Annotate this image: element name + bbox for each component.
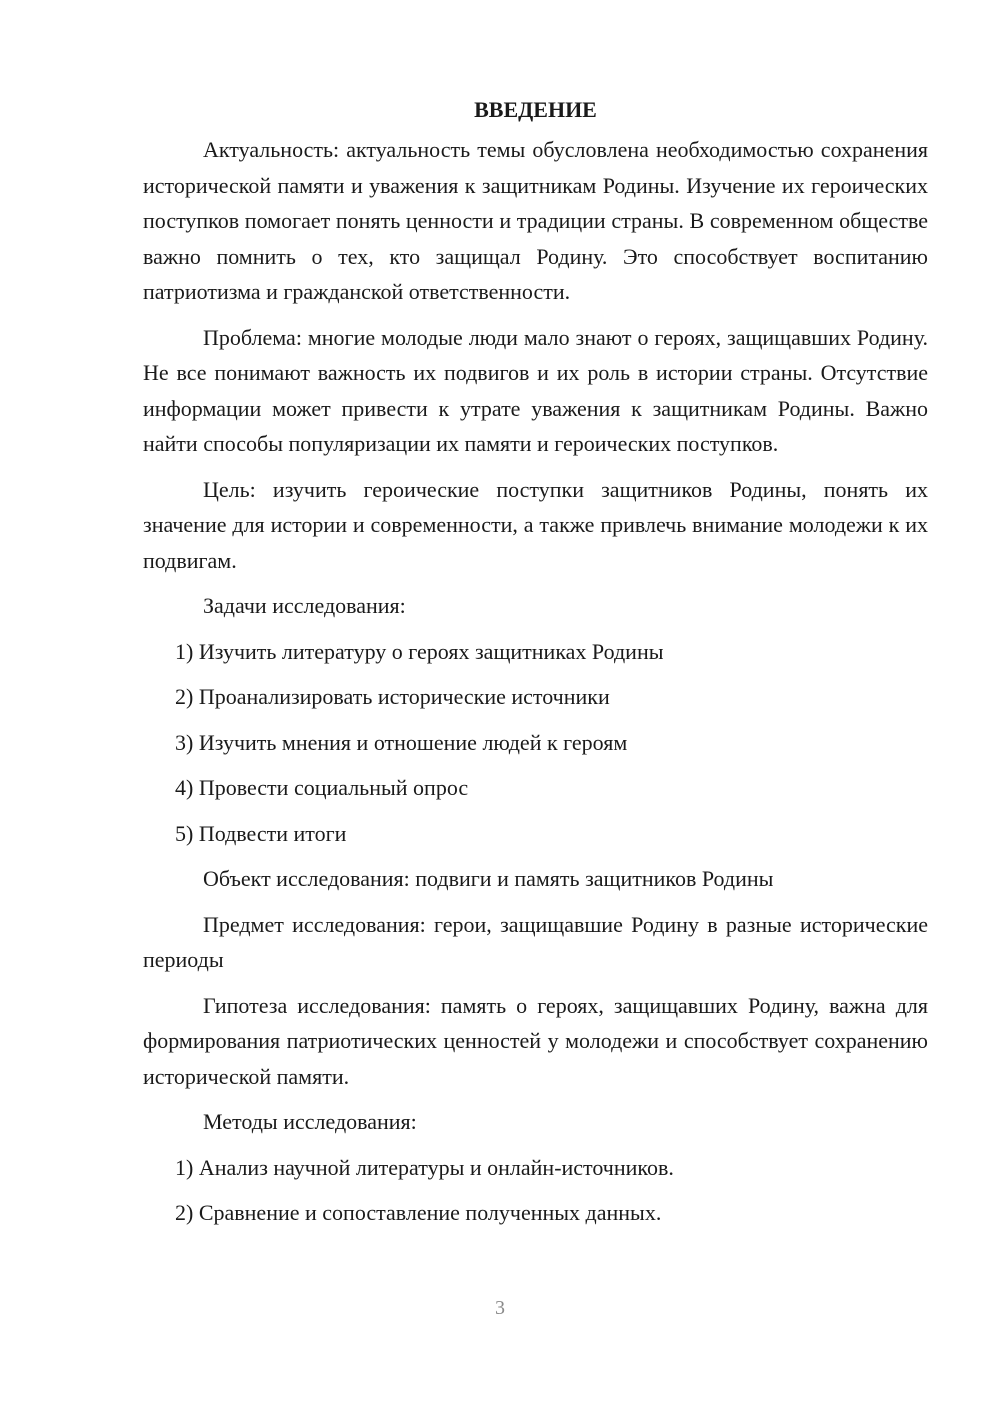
tasks-heading: Задачи исследования: <box>203 593 406 618</box>
relevance-paragraph: Актуальность: актуальность темы обусловлена необходимостью сохранения исторической памяти и уважения к защитникам Родины. Изучение их героических поступков помогает понять ценности и традиции страны. В современном обществе важно помнить о тех, кто защищал Родину. Это способствует воспитанию патриотизма и гражданской ответственности. <box>143 137 928 304</box>
subject-paragraph: Предмет исследования: герои, защищавшие Родину в разные исторические периоды <box>143 911 928 972</box>
method-item: 2) Сравнение и сопоставление полученных данных. <box>175 1200 662 1225</box>
methods-heading: Методы исследования: <box>203 1109 417 1134</box>
task-item: 2) Проанализировать исторические источники <box>175 684 610 709</box>
tasks-list <box>143 634 928 852</box>
problem-paragraph: Проблема: многие молодые люди мало знают о героях, защищавших Родину. Не все понимают важность их подвигов и их роль в истории страны. Отсутствие информации может привести к утрате уважения к защитникам Родины. Важно найти способы популяризации их памяти и героических поступков. <box>143 324 928 456</box>
task-item: 1) Изучить литературу о героях защитниках Родины <box>175 638 664 664</box>
section-title: ВВЕДЕНИЕ <box>474 97 597 122</box>
object-paragraph: Объект исследования: подвиги и память защитников Родины <box>203 866 774 891</box>
task-item: 4) Провести социальный опрос <box>175 775 469 800</box>
methods-list <box>143 1150 928 1231</box>
hypothesis-paragraph: Гипотеза исследования: память о героях, защищавших Родину, важна для формирования патриотических ценностей у молодежи и способствует сохранению исторической памяти. <box>143 992 928 1089</box>
goal-paragraph: Цель: изучить героические поступки защитников Родины, понять их значение для истории и современности, а также привлечь внимание молодежи к их подвигам. <box>143 476 928 573</box>
document-page <box>143 92 928 1241</box>
page-number: 3 <box>495 1297 505 1319</box>
task-item: 3) Изучить мнения и отношение людей к героям <box>175 729 628 755</box>
method-item: 1) Анализ научной литературы и онлайн-источников. <box>175 1154 674 1180</box>
task-item: 5) Подвести итоги <box>175 820 347 846</box>
